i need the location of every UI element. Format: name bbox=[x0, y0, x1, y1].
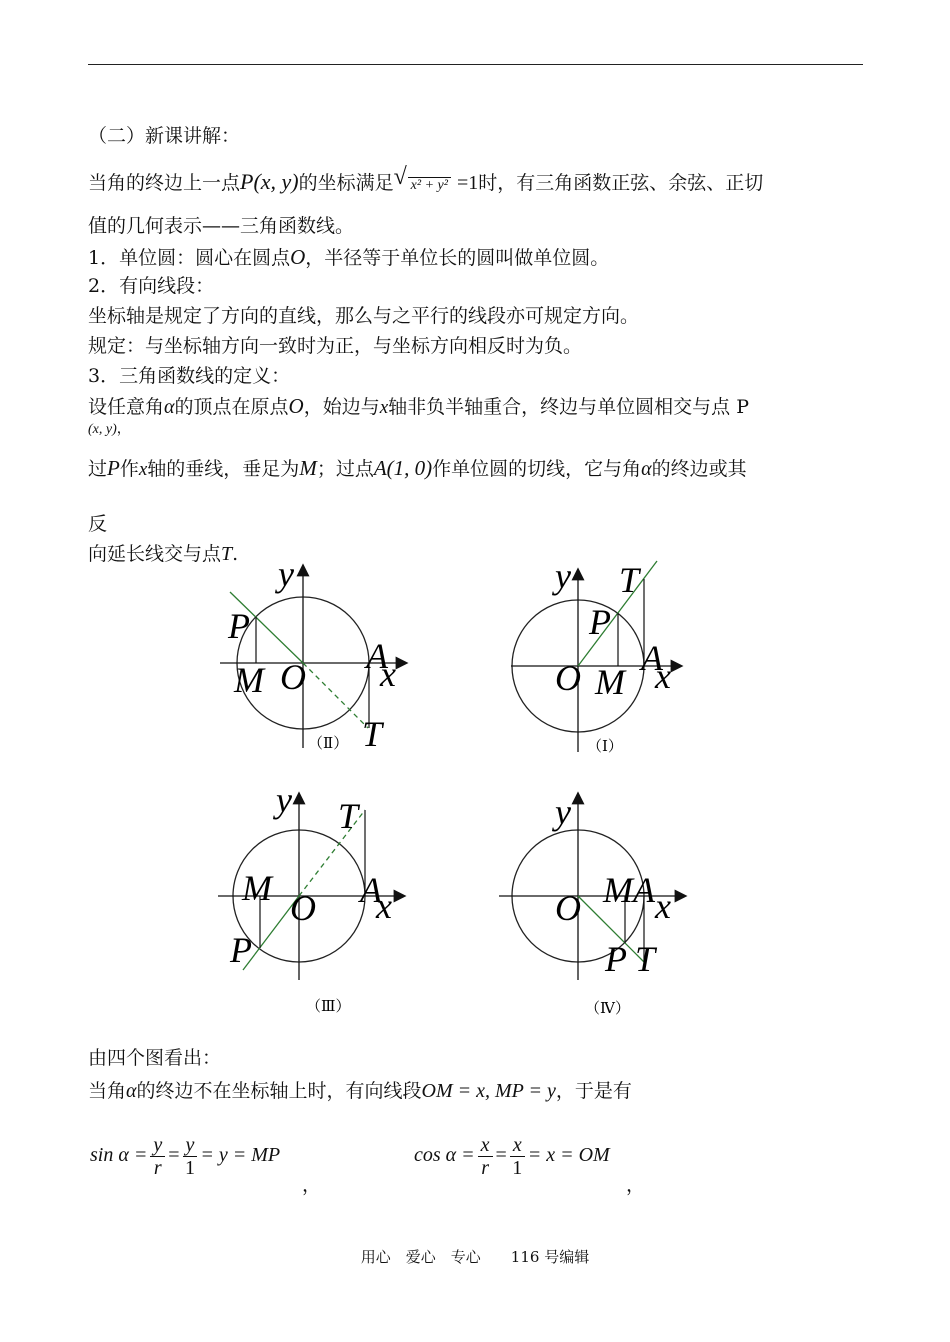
label-y: y bbox=[276, 780, 292, 820]
figure-ii bbox=[200, 556, 420, 761]
text: ，于是有 bbox=[555, 1080, 632, 1102]
label-t: T bbox=[362, 714, 383, 754]
sin-formula bbox=[90, 1134, 280, 1179]
section-title: （二）新课讲解： bbox=[88, 125, 241, 147]
label-a: A bbox=[633, 870, 655, 910]
text: ；过点 bbox=[316, 458, 374, 480]
equals: = bbox=[168, 1144, 180, 1167]
text: 的终边或其 bbox=[651, 458, 747, 480]
symbol-m: M bbox=[299, 456, 317, 480]
conclusion-1: 由四个图看出： bbox=[88, 1047, 222, 1069]
caption-iii: （Ⅲ） bbox=[306, 999, 351, 1015]
text: 当角的终边上一点 bbox=[88, 172, 241, 194]
point-p: P(x, y) bbox=[240, 169, 299, 194]
cos-formula bbox=[414, 1134, 610, 1179]
point-a: A(1, 0) bbox=[373, 456, 433, 480]
symbol-pxy: (x, y) bbox=[88, 422, 117, 437]
fraction bbox=[510, 1134, 525, 1179]
caption-i: （Ⅰ） bbox=[587, 739, 623, 755]
comma: ， bbox=[302, 1174, 322, 1196]
om-mp-expression: OM = x, MP = y bbox=[421, 1080, 556, 1102]
equals: = bbox=[495, 1144, 507, 1167]
label-p: P bbox=[605, 939, 627, 979]
text: ， bbox=[116, 421, 131, 437]
label-o: O bbox=[555, 888, 581, 928]
text: 的顶点在原点 bbox=[174, 396, 289, 418]
eq-one: =1 bbox=[456, 172, 479, 194]
symbol-alpha: α bbox=[641, 458, 652, 480]
text: 作单位圆的切线，它与角 bbox=[432, 458, 642, 480]
label-a: A bbox=[641, 638, 663, 678]
numerator: x bbox=[478, 1134, 493, 1157]
numerator: y bbox=[150, 1134, 165, 1157]
figure-i bbox=[495, 556, 715, 761]
label-p: P bbox=[589, 602, 611, 642]
label-t: T bbox=[619, 560, 640, 600]
denominator: r bbox=[153, 1157, 162, 1179]
label-m: M bbox=[603, 870, 633, 910]
symbol-alpha: α bbox=[126, 1080, 137, 1102]
cos-rhs: = x = OM bbox=[527, 1144, 610, 1167]
label-y: y bbox=[555, 792, 571, 832]
figure-iv bbox=[495, 780, 715, 1025]
numerator: y bbox=[183, 1134, 198, 1157]
label-y: y bbox=[555, 556, 571, 596]
item-3: 3．三角函数线的定义： bbox=[88, 365, 291, 387]
def-line-1 bbox=[88, 394, 749, 420]
label-x: x bbox=[655, 656, 671, 696]
intro-line-2: 值的几何表示——三角函数线。 bbox=[88, 215, 355, 237]
sqrt-expression bbox=[393, 164, 451, 198]
symbol-x: x bbox=[379, 397, 389, 418]
symbol-alpha: α bbox=[164, 396, 175, 418]
label-o: O bbox=[280, 657, 306, 697]
label-a: A bbox=[366, 636, 388, 676]
sin-rhs: = y = MP bbox=[200, 1144, 281, 1167]
text: 设任意角 bbox=[88, 396, 165, 418]
comma: ， bbox=[626, 1174, 646, 1196]
text: ，半径等于单位长的圆叫做单位圆。 bbox=[305, 247, 610, 269]
fraction bbox=[150, 1134, 165, 1179]
symbol-p: P bbox=[107, 456, 120, 480]
item-1 bbox=[88, 245, 609, 270]
text: ，始边与 bbox=[303, 396, 380, 418]
def-line-3: 反 bbox=[88, 513, 108, 535]
label-o: O bbox=[290, 888, 316, 928]
item-2-rule: 规定：与坐标轴方向一致时为正，与坐标方向相反时为负。 bbox=[88, 335, 583, 357]
label-x: x bbox=[380, 654, 396, 694]
label-m: M bbox=[234, 660, 264, 700]
item-2: 2．有向线段： bbox=[88, 275, 215, 297]
denominator: 1 bbox=[184, 1157, 195, 1179]
figure-iii bbox=[200, 780, 420, 1025]
text: 时，有三角函数正弦、余弦、正切 bbox=[478, 172, 764, 194]
label-m: M bbox=[595, 662, 625, 702]
sin-lhs: sin α = bbox=[90, 1144, 148, 1167]
label-x: x bbox=[655, 886, 671, 926]
text: 的终边不在坐标轴上时，有向线段 bbox=[136, 1080, 422, 1102]
label-a: A bbox=[360, 870, 382, 910]
text: 轴非负半轴重合，终边与单位圆相交与点 P bbox=[388, 396, 749, 418]
text: 轴的垂线，垂足为 bbox=[147, 458, 300, 480]
header-rule bbox=[88, 64, 863, 65]
text: 作 bbox=[119, 458, 139, 480]
fraction bbox=[183, 1134, 198, 1179]
label-y: y bbox=[278, 556, 294, 594]
text: 当角 bbox=[88, 1080, 127, 1102]
text: 向延长线交与点 bbox=[88, 543, 222, 565]
intro-line-1 bbox=[88, 164, 764, 198]
label-t: T bbox=[635, 939, 656, 979]
label-t: T bbox=[338, 796, 359, 836]
label-p: P bbox=[230, 930, 252, 970]
sqrt-radicand: x² + y² bbox=[408, 177, 451, 193]
text: 过 bbox=[88, 458, 108, 480]
symbol-o: O bbox=[290, 245, 306, 269]
symbol-x: x bbox=[138, 459, 148, 480]
caption-ii: （Ⅱ） bbox=[308, 736, 349, 752]
label-o: O bbox=[555, 658, 581, 698]
sqrt-sign: √ bbox=[393, 164, 407, 190]
terminal-side-extension bbox=[303, 663, 368, 728]
fraction bbox=[478, 1134, 493, 1179]
symbol-o: O bbox=[288, 394, 304, 418]
item-2-desc: 坐标轴是规定了方向的直线，那么与之平行的线段亦可规定方向。 bbox=[88, 305, 640, 327]
def-line-2 bbox=[88, 456, 747, 482]
text: 1．单位圆：圆心在圆点 bbox=[88, 247, 291, 269]
cos-lhs: cos α = bbox=[414, 1144, 475, 1167]
def-line-1b bbox=[88, 420, 131, 439]
conclusion-2 bbox=[88, 1079, 632, 1103]
text: . bbox=[232, 543, 239, 565]
denominator: r bbox=[481, 1157, 489, 1179]
page-footer: 用心 爱心 专心 116 号编辑 bbox=[360, 1248, 590, 1266]
label-m: M bbox=[242, 868, 272, 908]
caption-iv: （Ⅳ） bbox=[585, 1001, 630, 1017]
text: 的坐标满足 bbox=[298, 172, 394, 194]
label-p: P bbox=[228, 606, 250, 646]
numerator: x bbox=[510, 1134, 525, 1157]
denominator: 1 bbox=[512, 1157, 523, 1179]
symbol-t: T bbox=[221, 543, 233, 565]
label-x: x bbox=[376, 886, 392, 926]
